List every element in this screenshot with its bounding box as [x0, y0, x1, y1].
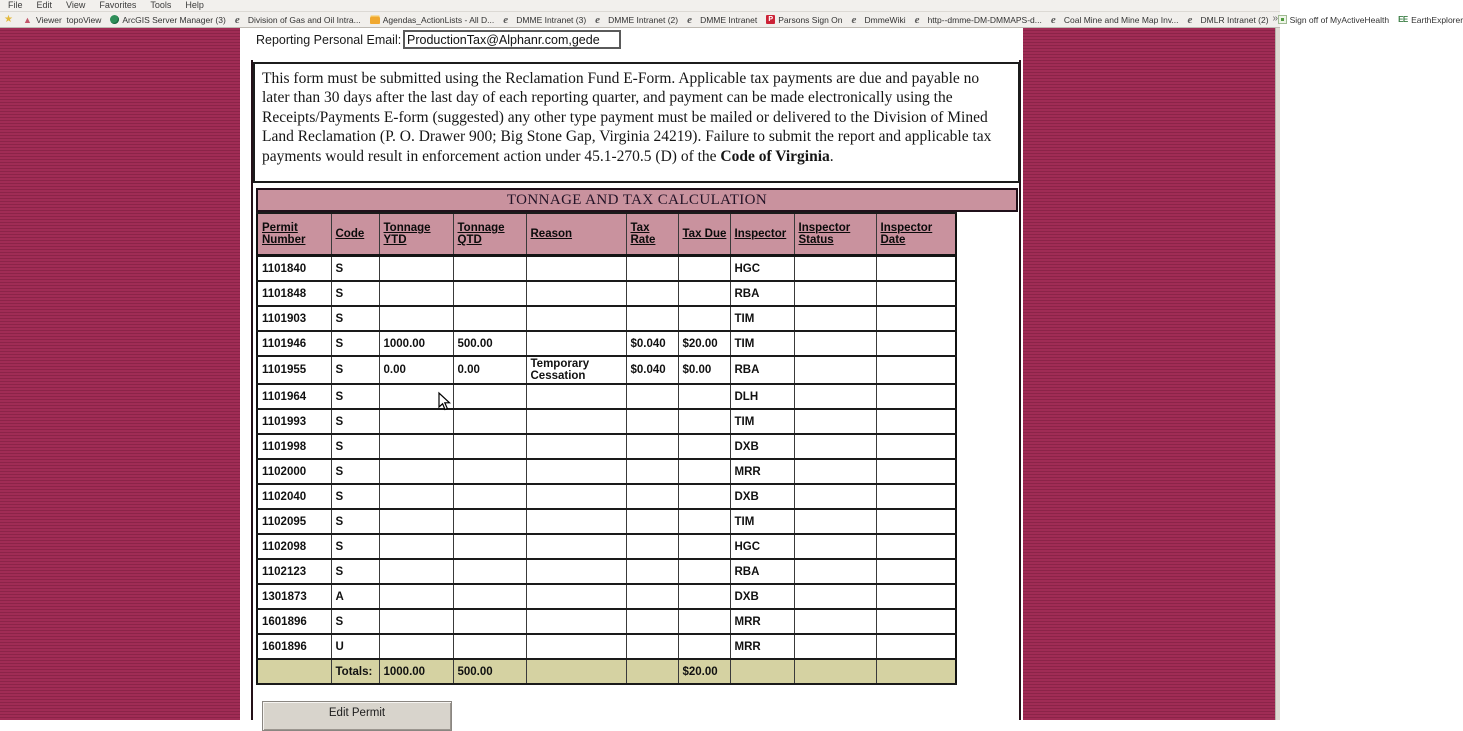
- cell-rate: [626, 409, 678, 434]
- favorite-label: DmmeWiki: [864, 14, 906, 25]
- cell-inspector: TIM: [730, 509, 794, 534]
- cell-date: [876, 256, 956, 282]
- cell-qtd: 500.00: [453, 331, 526, 356]
- cell-permit: 1102098: [257, 534, 331, 559]
- ie-icon: [503, 15, 513, 25]
- favorite-bookmark-0[interactable]: [23, 13, 101, 27]
- cell-code: S: [331, 434, 379, 459]
- folder-icon: [370, 17, 380, 24]
- cell-code: S: [331, 331, 379, 356]
- cell-rate: [626, 459, 678, 484]
- table-row: [257, 509, 956, 534]
- cell-rate: [626, 484, 678, 509]
- table-row: [257, 484, 956, 509]
- column-header-status[interactable]: Inspector Status: [794, 213, 876, 256]
- cell-due: $20.00: [678, 331, 730, 356]
- favorite-label: DMME Intranet: [700, 14, 758, 25]
- cell-status: [794, 281, 876, 306]
- column-header-ytd[interactable]: Tonnage YTD: [379, 213, 453, 256]
- cell-status: [794, 634, 876, 659]
- cell-due: [678, 609, 730, 634]
- table-row: [257, 409, 956, 434]
- column-header-permit[interactable]: Permit Number: [257, 213, 331, 256]
- totals-row: [257, 659, 956, 684]
- cell-qtd: [453, 559, 526, 584]
- cell-permit: 1102040: [257, 484, 331, 509]
- cell-qtd: [453, 434, 526, 459]
- cell-rate: [626, 534, 678, 559]
- cell-permit: 1301873: [257, 584, 331, 609]
- cell-status: [794, 534, 876, 559]
- cell-ytd: [379, 534, 453, 559]
- favorite-bookmark-6[interactable]: [687, 13, 757, 27]
- cell-permit: 1601896: [257, 634, 331, 659]
- cell-ytd: 0.00: [379, 356, 453, 384]
- cell-rate: [626, 306, 678, 331]
- cell-reason: [526, 256, 626, 282]
- table-row: [257, 434, 956, 459]
- column-header-rate[interactable]: Tax Rate: [626, 213, 678, 256]
- cell-due: [678, 634, 730, 659]
- totals-cell-inspector: [730, 659, 794, 684]
- cell-inspector: DLH: [730, 384, 794, 409]
- cell-code: S: [331, 559, 379, 584]
- cell-rate: $0.040: [626, 331, 678, 356]
- cell-date: [876, 559, 956, 584]
- table-row: [257, 559, 956, 584]
- cell-code: S: [331, 384, 379, 409]
- cell-status: [794, 584, 876, 609]
- cell-rate: [626, 384, 678, 409]
- favorite-bookmark-8[interactable]: [852, 13, 906, 27]
- menu-edit[interactable]: Edit: [36, 0, 53, 10]
- edit-permit-button[interactable]: Edit Permit: [262, 701, 452, 731]
- cell-permit: 1101840: [257, 256, 331, 282]
- cell-ytd: [379, 484, 453, 509]
- favorite-bookmark-4[interactable]: [503, 13, 586, 27]
- cell-inspector: TIM: [730, 306, 794, 331]
- cell-date: [876, 509, 956, 534]
- cell-inspector: MRR: [730, 459, 794, 484]
- totals-cell-permit: [257, 659, 331, 684]
- column-header-code[interactable]: Code: [331, 213, 379, 256]
- favorite-bookmark-13[interactable]: [1398, 13, 1463, 27]
- table-row: [257, 331, 956, 356]
- cell-due: [678, 534, 730, 559]
- cell-permit: 1101964: [257, 384, 331, 409]
- cell-qtd: [453, 609, 526, 634]
- table-body: [257, 256, 956, 685]
- cell-date: [876, 409, 956, 434]
- cell-status: [794, 356, 876, 384]
- favorite-bookmark-2[interactable]: [235, 13, 361, 27]
- menu-favorites[interactable]: Favorites: [99, 0, 137, 10]
- cell-rate: [626, 609, 678, 634]
- notice-bold-text: Code of Virginia: [720, 147, 830, 165]
- favorite-bookmark-1[interactable]: [110, 13, 225, 27]
- favorite-label: ArcGIS Server Manager (3): [122, 14, 226, 25]
- favorite-label: DMLR Intranet (2): [1200, 14, 1269, 25]
- cell-date: [876, 306, 956, 331]
- table-row: [257, 281, 956, 306]
- ee-icon: [1398, 15, 1408, 25]
- cell-code: S: [331, 306, 379, 331]
- favorite-bookmark-10[interactable]: [1051, 13, 1179, 27]
- cell-status: [794, 609, 876, 634]
- ie-icon: [235, 15, 245, 25]
- table-row: [257, 459, 956, 484]
- cell-permit: 1101903: [257, 306, 331, 331]
- cell-qtd: [453, 256, 526, 282]
- cell-ytd: [379, 559, 453, 584]
- cell-reason: [526, 384, 626, 409]
- cell-ytd: [379, 306, 453, 331]
- favorite-label: Parsons Sign On: [778, 14, 843, 25]
- parsons-icon: [766, 15, 775, 24]
- cell-reason: [526, 306, 626, 331]
- tonnage-tax-table: [256, 212, 957, 685]
- cell-code: S: [331, 534, 379, 559]
- cell-status: [794, 459, 876, 484]
- cell-qtd: [453, 509, 526, 534]
- table-row: [257, 356, 956, 384]
- column-header-inspector[interactable]: Inspector: [730, 213, 794, 256]
- cell-rate: [626, 509, 678, 534]
- cell-date: [876, 281, 956, 306]
- cell-code: S: [331, 459, 379, 484]
- cell-permit: 1101998: [257, 434, 331, 459]
- cell-date: [876, 459, 956, 484]
- totals-cell-due: $20.00: [678, 659, 730, 684]
- cell-date: [876, 434, 956, 459]
- totals-cell-ytd: 1000.00: [379, 659, 453, 684]
- favorites-list: [4, 12, 1463, 27]
- cell-reason: [526, 459, 626, 484]
- ie-icon: [1188, 15, 1198, 25]
- cell-qtd: [453, 634, 526, 659]
- cell-inspector: TIM: [730, 409, 794, 434]
- cell-status: [794, 409, 876, 434]
- cell-reason: [526, 331, 626, 356]
- cell-qtd: [453, 384, 526, 409]
- cell-status: [794, 384, 876, 409]
- cell-permit: 1101993: [257, 409, 331, 434]
- favorite-label: Division of Gas and Oil Intra...: [247, 14, 361, 25]
- cell-rate: $0.040: [626, 356, 678, 384]
- cell-ytd: [379, 459, 453, 484]
- cell-qtd: [453, 459, 526, 484]
- cell-code: S: [331, 484, 379, 509]
- scrollbar[interactable]: [1275, 28, 1280, 720]
- cell-reason: [526, 409, 626, 434]
- cell-code: S: [331, 356, 379, 384]
- cell-qtd: [453, 584, 526, 609]
- ie-icon: [595, 15, 605, 25]
- cell-qtd: [453, 281, 526, 306]
- column-header-date[interactable]: Inspector Date: [876, 213, 956, 256]
- cell-due: [678, 584, 730, 609]
- favorite-bookmark-3[interactable]: [370, 13, 495, 27]
- cell-ytd: [379, 256, 453, 282]
- favorite-label: http--dmme-DM-DMMAPS-d...: [927, 14, 1042, 25]
- cell-reason: [526, 559, 626, 584]
- cell-inspector: DXB: [730, 434, 794, 459]
- cell-reason: [526, 609, 626, 634]
- cell-due: [678, 559, 730, 584]
- menu-tools[interactable]: Tools: [150, 0, 172, 10]
- cell-rate: [626, 584, 678, 609]
- cell-inspector: TIM: [730, 331, 794, 356]
- cell-date: [876, 534, 956, 559]
- ie-icon: [852, 15, 862, 25]
- cell-ytd: [379, 584, 453, 609]
- email-input[interactable]: [403, 30, 621, 49]
- cell-reason: [526, 534, 626, 559]
- totals-cell-status: [794, 659, 876, 684]
- cell-ytd: [379, 509, 453, 534]
- cell-permit: 1102123: [257, 559, 331, 584]
- cell-code: S: [331, 256, 379, 282]
- cell-rate: [626, 559, 678, 584]
- cell-status: [794, 484, 876, 509]
- cell-rate: [626, 434, 678, 459]
- cell-inspector: MRR: [730, 634, 794, 659]
- cell-qtd: [453, 484, 526, 509]
- cell-qtd: [453, 534, 526, 559]
- cell-qtd: 0.00: [453, 356, 526, 384]
- cell-permit: 1601896: [257, 609, 331, 634]
- favorite-label: Agendas_ActionLists - All D...: [382, 14, 495, 25]
- cell-due: [678, 384, 730, 409]
- cell-due: [678, 306, 730, 331]
- cell-permit: 1102000: [257, 459, 331, 484]
- favorite-bookmark-9[interactable]: [915, 13, 1042, 27]
- cell-status: [794, 306, 876, 331]
- notice-text-before: This form must be submitted using the Reclamation Fund E-Form. Applicable tax payments are due and payable no later than 30 days after the last day of each reporting quarter, and payment can be made electronically using the Receipts/Payments E-form (suggested) any other type payment must be mailed or delivered to the Division of Mined Land Reclamation (P. O. Drawer 900; Big Stone Gap, Virginia 24219). Failure to submit the report and applicable tax payments would result in enforcement action under 45.1-270.5 (D) of the: [262, 70, 992, 165]
- cell-code: A: [331, 584, 379, 609]
- ie-icon: [687, 15, 697, 25]
- favorite-label: Viewer topoView: [36, 14, 102, 25]
- cell-inspector: HGC: [730, 256, 794, 282]
- cell-reason: [526, 434, 626, 459]
- cell-inspector: RBA: [730, 356, 794, 384]
- cell-date: [876, 609, 956, 634]
- cell-date: [876, 356, 956, 384]
- totals-cell-code: Totals:: [331, 659, 379, 684]
- notice-text: [253, 62, 1020, 183]
- favorite-label: EarthExplorer: [1411, 14, 1463, 25]
- cell-reason: [526, 281, 626, 306]
- favorite-label: Coal Mine and Mine Map Inv...: [1063, 14, 1179, 25]
- table-row: [257, 584, 956, 609]
- cell-code: U: [331, 634, 379, 659]
- cell-ytd: [379, 609, 453, 634]
- table-row: [257, 609, 956, 634]
- column-header-reason[interactable]: Reason: [526, 213, 626, 256]
- menu-file[interactable]: File: [8, 0, 23, 10]
- menu-help[interactable]: Help: [185, 0, 204, 10]
- cell-due: [678, 409, 730, 434]
- favorites-overflow-chevron-icon[interactable]: »: [1272, 13, 1278, 24]
- column-header-qtd[interactable]: Tonnage QTD: [453, 213, 526, 256]
- cell-due: [678, 281, 730, 306]
- table-row: [257, 256, 956, 282]
- table-title-banner: TONNAGE AND TAX CALCULATION: [256, 188, 1018, 212]
- cell-inspector: DXB: [730, 484, 794, 509]
- ie-icon: [915, 15, 925, 25]
- cell-reason: Temporary Cessation: [526, 356, 626, 384]
- favorites-bar: [0, 12, 1463, 28]
- cell-date: [876, 484, 956, 509]
- triangle-icon: [23, 15, 33, 25]
- totals-cell-qtd: 500.00: [453, 659, 526, 684]
- cell-status: [794, 256, 876, 282]
- cell-ytd: [379, 434, 453, 459]
- cell-ytd: [379, 409, 453, 434]
- ie-icon: [1051, 15, 1061, 25]
- cell-ytd: [379, 281, 453, 306]
- globe-icon: [110, 15, 119, 24]
- table-row: [257, 306, 956, 331]
- favorite-bookmark-5[interactable]: [595, 13, 678, 27]
- cell-date: [876, 634, 956, 659]
- favorite-bookmark-12[interactable]: [1278, 13, 1390, 27]
- cell-permit: 1101848: [257, 281, 331, 306]
- cell-due: [678, 509, 730, 534]
- cell-status: [794, 509, 876, 534]
- cell-qtd: [453, 306, 526, 331]
- cell-due: [678, 256, 730, 282]
- cell-due: $0.00: [678, 356, 730, 384]
- menu-bar: [0, 0, 1280, 12]
- cell-code: S: [331, 609, 379, 634]
- cell-due: [678, 484, 730, 509]
- favorite-label: DMME Intranet (2): [608, 14, 679, 25]
- favorite-bookmark-7[interactable]: [766, 13, 842, 27]
- notice-text-after: .: [829, 147, 834, 165]
- cell-due: [678, 434, 730, 459]
- cell-ytd: [379, 384, 453, 409]
- favorite-label: Sign off of MyActiveHealth: [1289, 14, 1390, 25]
- cell-status: [794, 559, 876, 584]
- totals-cell-rate: [626, 659, 678, 684]
- cell-rate: [626, 256, 678, 282]
- cell-inspector: HGC: [730, 534, 794, 559]
- cell-inspector: RBA: [730, 559, 794, 584]
- cell-code: S: [331, 509, 379, 534]
- cell-reason: [526, 509, 626, 534]
- cell-permit: 1102095: [257, 509, 331, 534]
- cell-status: [794, 331, 876, 356]
- table-header-row: [257, 213, 956, 256]
- cell-status: [794, 434, 876, 459]
- cell-rate: [626, 634, 678, 659]
- column-header-due[interactable]: Tax Due: [678, 213, 730, 256]
- cell-inspector: DXB: [730, 584, 794, 609]
- favorites-star-icon: [4, 15, 14, 25]
- totals-cell-reason: [526, 659, 626, 684]
- favorite-label: DMME Intranet (3): [516, 14, 587, 25]
- table-row: [257, 634, 956, 659]
- cell-reason: [526, 484, 626, 509]
- favorite-bookmark-11[interactable]: [1188, 13, 1269, 27]
- cell-code: S: [331, 281, 379, 306]
- totals-cell-date: [876, 659, 956, 684]
- cell-inspector: MRR: [730, 609, 794, 634]
- cell-date: [876, 331, 956, 356]
- cell-permit: 1101955: [257, 356, 331, 384]
- menu-view[interactable]: View: [66, 0, 86, 10]
- cell-qtd: [453, 409, 526, 434]
- cell-rate: [626, 281, 678, 306]
- cell-ytd: 1000.00: [379, 331, 453, 356]
- cell-date: [876, 584, 956, 609]
- cell-ytd: [379, 634, 453, 659]
- cell-reason: [526, 584, 626, 609]
- cell-code: S: [331, 409, 379, 434]
- health-icon: [1278, 15, 1287, 24]
- email-label: Reporting Personal Email:: [256, 33, 402, 47]
- cell-date: [876, 384, 956, 409]
- table-row: [257, 534, 956, 559]
- cell-due: [678, 459, 730, 484]
- table-row: [257, 384, 956, 409]
- cell-inspector: RBA: [730, 281, 794, 306]
- cell-permit: 1101946: [257, 331, 331, 356]
- cell-reason: [526, 634, 626, 659]
